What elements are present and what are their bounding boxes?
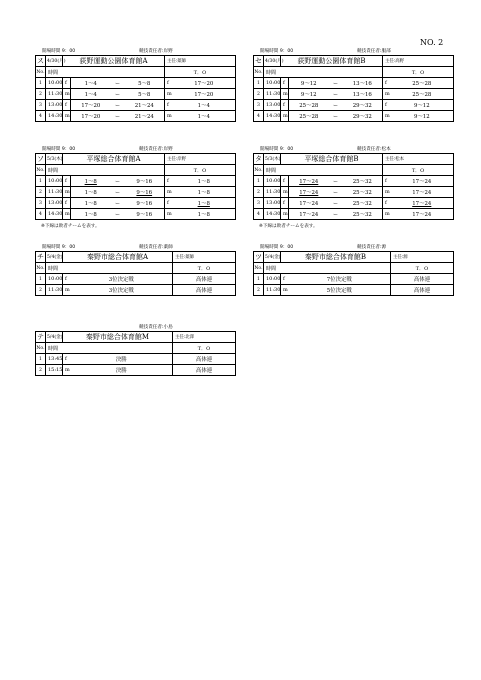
match-row [36,354,236,365]
to-gender-flag: f [383,198,391,209]
match-row [36,274,236,285]
block-date: 5/3(木) [264,154,281,165]
venue-name: 秦野市総合体育館M [63,332,173,343]
versus-dash: ー [111,89,125,100]
match-time: 10:00 [264,176,281,187]
team-a: 17〜20 [71,100,111,111]
final-block [253,242,453,296]
team-a: 1〜8 [71,187,111,198]
to-team: 1〜8 [173,209,236,220]
chief-referee: 主任:薬師 [173,252,236,263]
team-b: 25〜32 [343,209,383,220]
versus-dash: ー [111,176,125,187]
title-row [254,56,454,67]
match-time: 14:30 [264,111,281,122]
team-b: 21〜24 [125,111,165,122]
match-name: 3位決定戦 [71,274,173,285]
no-label: No. [36,165,46,176]
to-team: 25〜28 [391,89,454,100]
match-time: 10:00 [46,176,63,187]
chief-referee: 主任:薬師 [165,56,236,67]
title-row [254,154,454,165]
to-label: T．O [173,343,236,354]
block-header [253,144,453,153]
referee-in-charge: 競技責任者:薬師 [139,245,173,250]
no-label: No. [36,67,46,78]
chief-referee: 主任:松本 [383,154,454,165]
block-header [35,46,235,55]
match-time: 11:30 [264,187,281,198]
match-name: 3位決定戦 [71,285,173,296]
match-number: 3 [254,100,264,111]
chief-referee: 主任:北澤 [173,332,236,343]
match-number: 2 [36,89,46,100]
team-b: 25〜32 [343,187,383,198]
match-row [36,187,236,198]
referee-in-charge: 競技責任者:松本 [357,147,391,152]
team-a: 9〜12 [289,89,329,100]
block-code: ツ [255,253,262,261]
match-time: 11:30 [264,285,281,296]
match-row [36,176,236,187]
footnote: ※下線は敗者チームを表す。 [259,224,318,229]
final-block [35,242,235,296]
to-team: 17〜20 [173,89,236,100]
schedule-table [35,153,236,220]
team-a: 17〜24 [289,176,329,187]
block-code: チ [37,253,44,261]
versus-dash: ー [111,100,125,111]
match-time: 13:00 [46,100,63,111]
time-label: 時間 [46,165,165,176]
block-date: 5/4(金) [264,252,281,263]
gender-flag: f [281,198,289,209]
match-name: 7位決定戦 [289,274,391,285]
block-date: 5/3(木) [46,154,63,165]
referee-in-charge: 競技責任者:服部 [357,49,391,54]
match-row [254,274,454,285]
match-number: 4 [36,111,46,122]
team-a: 17〜20 [71,111,111,122]
match-row [254,176,454,187]
block-header [35,322,235,331]
to-team: 1〜4 [173,100,236,111]
gender-flag: f [63,176,71,187]
match-time: 13:45 [46,354,63,365]
to-gender-flag: m [383,209,391,220]
to-team: 17〜24 [391,176,454,187]
team-a: 1〜8 [71,198,111,209]
opening-time: 開場時間 9：00 [260,245,294,250]
team-a: 25〜28 [289,111,329,122]
versus-dash: ー [329,78,343,89]
match-row [254,78,454,89]
block-header [35,144,235,153]
match-number: 2 [254,187,264,198]
gender-flag: m [63,285,71,296]
match-number: 1 [36,274,46,285]
to-gender-flag: m [383,111,391,122]
gender-flag: m [63,365,71,376]
match-number: 3 [254,198,264,209]
to-team: 1〜8 [173,198,236,209]
footnote: ※下線は敗者チームを表す。 [41,224,100,229]
match-time: 10:00 [46,274,63,285]
match-number: 4 [36,209,46,220]
match-number: 1 [36,78,46,89]
match-row [254,187,454,198]
time-label: 時間 [46,263,173,274]
match-number: 1 [254,78,264,89]
match-row [36,89,236,100]
match-number: 1 [254,274,264,285]
chief-referee: 主任:高野 [383,56,454,67]
team-b: 13〜16 [343,89,383,100]
gender-flag: f [63,100,71,111]
versus-dash: ー [329,198,343,209]
gender-flag: m [281,89,289,100]
match-time: 14:30 [46,111,63,122]
block-date: 5/4(金) [46,252,63,263]
match-number: 1 [254,176,264,187]
no-label: No. [254,67,264,78]
to-label: T．O [383,67,454,78]
team-b: 25〜32 [343,198,383,209]
to-team: 高体連 [173,365,236,376]
opening-time: 開場時間 9：00 [42,49,76,54]
block-date: 5/4(金) [46,332,63,343]
team-b: 9〜16 [125,176,165,187]
gender-flag: m [281,209,289,220]
match-number: 2 [254,89,264,100]
match-name: 決勝 [71,354,173,365]
team-a: 1〜4 [71,78,111,89]
final-table [253,251,454,296]
match-number: 1 [36,176,46,187]
schedule-block [35,46,235,122]
gender-flag: f [281,274,289,285]
match-name: 決勝 [71,365,173,376]
chief-referee: 主任:源 [391,252,454,263]
label-row [36,263,236,274]
to-gender-flag: f [383,176,391,187]
gender-flag: f [63,274,71,285]
gender-flag: m [63,187,71,198]
team-b: 29〜32 [343,111,383,122]
match-row [36,78,236,89]
gender-flag: f [281,176,289,187]
gender-flag: f [281,100,289,111]
venue-name: 平塚総合体育館A [63,154,165,165]
match-row [254,100,454,111]
versus-dash: ー [329,111,343,122]
team-b: 5〜8 [125,89,165,100]
venue-name: 秦野市総合体育館A [63,252,173,263]
venue-name: 荻野運動公園体育館B [281,56,383,67]
to-team: 9〜12 [391,100,454,111]
to-gender-flag: m [165,111,173,122]
block-date: 4/30(月) [264,56,281,67]
no-label: No. [254,263,264,274]
match-name: 5位決定戦 [289,285,391,296]
venue-name: 平塚総合体育館B [281,154,383,165]
team-b: 25〜32 [343,176,383,187]
block-code: テ [37,333,44,341]
match-number: 3 [36,100,46,111]
match-time: 13:00 [264,100,281,111]
versus-dash: ー [329,176,343,187]
match-row [36,209,236,220]
team-b: 29〜32 [343,100,383,111]
to-team: 17〜24 [391,209,454,220]
team-a: 25〜28 [289,100,329,111]
match-number: 1 [36,354,46,365]
time-label: 時間 [46,67,165,78]
match-time: 11:30 [264,89,281,100]
opening-time: 開場時間 9：00 [42,147,76,152]
team-a: 17〜24 [289,187,329,198]
versus-dash: ー [111,209,125,220]
to-team: 17〜24 [391,198,454,209]
match-time: 11:30 [46,187,63,198]
match-number: 2 [254,285,264,296]
schedule-table [35,55,236,122]
venue-name: 荻野運動公園体育館A [63,56,165,67]
versus-dash: ー [329,209,343,220]
label-row [36,67,236,78]
referee-in-charge: 競技責任者:源 [357,245,387,250]
team-a: 9〜12 [289,78,329,89]
gender-flag: m [63,89,71,100]
match-row [254,209,454,220]
title-row [36,154,236,165]
label-row [36,165,236,176]
block-header [253,242,453,251]
match-time: 14:30 [46,209,63,220]
team-b: 9〜16 [125,198,165,209]
team-b: 13〜16 [343,78,383,89]
versus-dash: ー [329,89,343,100]
block-code: セ [255,57,262,65]
opening-time: 開場時間 9：00 [42,245,76,250]
to-team: 高体連 [173,354,236,365]
match-row [254,285,454,296]
block-code: ス [37,57,44,65]
to-gender-flag: f [165,78,173,89]
match-time: 15:15 [46,365,63,376]
match-time: 10:00 [264,274,281,285]
to-team: 25〜28 [391,78,454,89]
time-label: 時間 [264,67,383,78]
block-code: タ [255,155,262,163]
gender-flag: m [63,209,71,220]
schedule-block [35,144,235,229]
to-team: 9〜12 [391,111,454,122]
to-team: 高体連 [173,274,236,285]
block-header [253,46,453,55]
referee-in-charge: 競技責任者:岸野 [139,49,173,54]
match-row [36,100,236,111]
final-block [35,322,235,376]
time-label: 時間 [46,343,173,354]
match-time: 11:30 [46,89,63,100]
to-team: 17〜24 [391,187,454,198]
versus-dash: ー [111,78,125,89]
label-row [254,67,454,78]
to-team: 1〜4 [173,111,236,122]
label-row [254,263,454,274]
gender-flag: m [281,285,289,296]
match-number: 4 [254,111,264,122]
match-time: 13:00 [264,198,281,209]
versus-dash: ー [111,111,125,122]
to-team: 17〜20 [173,78,236,89]
to-label: T．O [173,263,236,274]
versus-dash: ー [329,187,343,198]
no-label: No. [36,263,46,274]
match-number: 2 [36,365,46,376]
match-time: 10:00 [46,78,63,89]
match-row [36,111,236,122]
to-gender-flag: m [165,187,173,198]
label-row [36,343,236,354]
match-number: 2 [36,187,46,198]
gender-flag: m [281,111,289,122]
final-table [35,251,236,296]
schedule-block [253,144,453,229]
referee-in-charge: 競技責任者:小島 [139,325,173,330]
referee-in-charge: 競技責任者:岸野 [139,147,173,152]
to-gender-flag: f [165,176,173,187]
to-gender-flag: f [165,100,173,111]
chief-referee: 主任:岸野 [165,154,236,165]
to-gender-flag: m [165,209,173,220]
opening-time: 開場時間 9：00 [260,147,294,152]
match-time: 13:00 [46,198,63,209]
final-table [35,331,236,376]
to-gender-flag: f [383,100,391,111]
match-row [254,111,454,122]
to-label: T．O [165,67,236,78]
to-team: 高体連 [391,274,454,285]
schedule-table [253,153,454,220]
venue-name: 秦野市総合体育館B [281,252,391,263]
gender-flag: f [63,354,71,365]
to-gender-flag: m [383,89,391,100]
title-row [254,252,454,263]
match-number: 3 [36,198,46,209]
match-time: 14:30 [264,209,281,220]
title-row [36,252,236,263]
to-gender-flag: m [383,187,391,198]
team-b: 21〜24 [125,100,165,111]
title-row [36,332,236,343]
gender-flag: m [63,111,71,122]
to-team: 高体連 [173,285,236,296]
gender-flag: f [281,78,289,89]
versus-dash: ー [111,187,125,198]
team-a: 17〜24 [289,198,329,209]
to-gender-flag: f [165,198,173,209]
block-header [35,242,235,251]
time-label: 時間 [264,165,383,176]
label-row [254,165,454,176]
versus-dash: ー [329,100,343,111]
schedule-table [253,55,454,122]
block-code: ソ [37,155,44,163]
match-number: 2 [36,285,46,296]
opening-time: 開場時間 9：00 [260,49,294,54]
block-date: 4/30(月) [46,56,63,67]
to-team: 1〜8 [173,187,236,198]
no-label: No. [36,343,46,354]
team-b: 9〜16 [125,209,165,220]
match-row [254,89,454,100]
team-a: 1〜8 [71,176,111,187]
versus-dash: ー [111,198,125,209]
match-number: 4 [254,209,264,220]
page-number: NO. 2 [420,38,444,47]
team-b: 9〜16 [125,187,165,198]
team-a: 1〜8 [71,209,111,220]
match-time: 11:30 [46,285,63,296]
gender-flag: f [63,78,71,89]
gender-flag: m [281,187,289,198]
schedule-block [253,46,453,122]
match-time: 10:00 [264,78,281,89]
to-gender-flag: m [165,89,173,100]
title-row [36,56,236,67]
to-label: T．O [391,263,454,274]
no-label: No. [254,165,264,176]
match-row [254,198,454,209]
to-team: 高体連 [391,285,454,296]
gender-flag: f [63,198,71,209]
to-label: T．O [165,165,236,176]
team-a: 17〜24 [289,209,329,220]
team-b: 5〜8 [125,78,165,89]
match-row [36,285,236,296]
to-gender-flag: f [383,78,391,89]
to-team: 1〜8 [173,176,236,187]
time-label: 時間 [264,263,391,274]
to-label: T．O [383,165,454,176]
team-a: 1〜4 [71,89,111,100]
match-row [36,365,236,376]
match-row [36,198,236,209]
